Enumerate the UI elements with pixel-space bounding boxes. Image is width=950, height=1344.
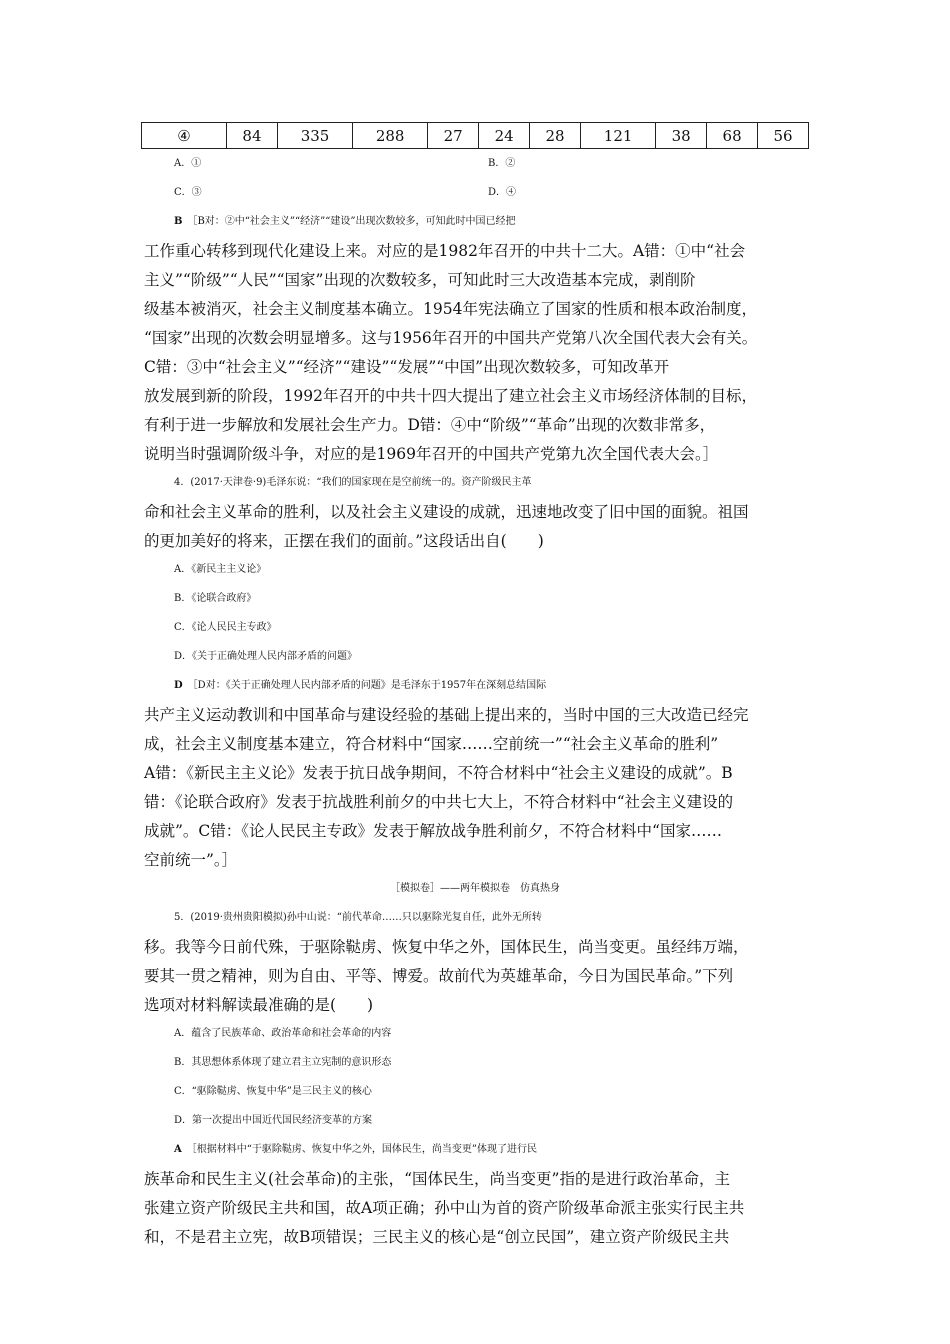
answer-letter: B [174,216,183,227]
question-stem: 5．(2019·贵州贵阳模拟)孙中山说：“前代革命……只以驱除光复自任，此外无所转 [174,912,542,923]
table-cell: 288 [353,123,428,149]
explanation-line: 说明当时强调阶级斗争，对应的是1969年召开的中国共产党第九次全国代表大会。］ [144,445,719,463]
option-a: A．蕴含了民族革命、政治革命和社会革命的内容 [174,1028,392,1039]
explanation-line: 成，社会主义制度基本建立，符合材料中“国家……空前统一”“社会主义革命的胜利” [144,735,719,753]
explanation-line: 放发展到新的阶段，1992年召开的中共十四大提出了建立社会主义市场经济体制的目标， [144,387,757,405]
explanation-line: 主义”“阶级”“人民”“国家”出现的次数较多，可知此时三大改造基本完成，剥削阶 [144,271,696,289]
explanation-line: 错：《论联合政府》发表于抗战胜利前夕的中共七大上，不符合材料中“社会主义建设的 [144,793,734,811]
explanation-line: 工作重心转移到现代化建设上来。对应的是1982年召开的中共十二大。A错：①中“社会 [144,242,746,260]
option-c: C．“驱除鞑虏、恢复中华”是三民主义的核心 [174,1086,372,1097]
option-b: B．② [488,158,516,169]
table-cell: 24 [479,123,530,149]
table-cell: 28 [530,123,581,149]
table-cell: 56 [758,123,809,149]
explanation-line: 空前统一”。］ [144,851,238,869]
option-a: A．① [174,158,202,169]
explanation-line: C错：③中“社会主义”“经济”“建设”“发展”“中国”出现次数较多，可知改革开 [144,358,670,376]
question-stem: 选项对材料解读最准确的是( ) [144,996,374,1014]
option-d: D．《关于正确处理人民内部矛盾的问题》 [174,651,358,662]
section-title: ［模拟卷］——两年模拟卷 仿真热身 [390,883,560,894]
explanation-line: A错：《新民主主义论》发表于抗日战争期间，不符合材料中“社会主义建设的成就”。B [144,764,733,782]
question-stem: 的更加美好的将来，正摆在我们的面前。”这段话出自( ) [144,532,544,550]
explanation-line: 成就”。C错：《论人民民主专政》发表于解放战争胜利前夕，不符合材料中“国家…… [144,822,722,840]
explanation-text: ［B对：②中“社会主义”“经济”“建设”出现次数较多，可知此时中国已经把 [192,216,516,227]
table-cell: 27 [428,123,479,149]
question-stem: 移。我等今日前代殊，于驱除鞑虏、恢复中华之外，国体民生，尚当变更。虽经纬万端， [144,938,749,956]
table-cell: 68 [707,123,758,149]
answer-line [174,212,840,232]
option-b: B．《论联合政府》 [174,593,257,604]
option-d: D．第一次提出中国近代国民经济变革的方案 [174,1115,373,1126]
question-stem: 要其一贯之精神，则为自由、平等、博爱。故前代为英雄革命，今日为国民革命。”下列 [144,967,734,985]
option-a: A．《新民主主义论》 [174,564,267,575]
explanation-line: 张建立资产阶级民主共和国，故A项正确；孙中山为首的资产阶级革命派主张实行民主共 [144,1199,745,1217]
explanation-line: 和，不是君主立宪，故B项错误；三民主义的核心是“创立民国”，建立资产阶级民主共 [144,1228,730,1246]
explanation-line: 族革命和民生主义(社会革命)的主张，“国体民生，尚当变更”指的是进行政治革命，主 [144,1170,730,1188]
answer-letter: D [174,680,183,691]
answer-line [174,676,840,696]
explanation-line: 有利于进一步解放和发展社会生产力。D错：④中“阶级”“革命”出现的次数非常多， [144,416,716,434]
question-stem: 4．(2017·天津卷·9)毛泽东说：“我们的国家现在是空前统一的。资产阶级民主革 [174,477,532,488]
table-cell: ④ [142,123,227,149]
option-c: C．③ [174,187,202,198]
table-cell: 38 [656,123,707,149]
table-cell: 84 [227,123,278,149]
frequency-table [141,122,809,149]
explanation-text: ［D对：《关于正确处理人民内部矛盾的问题》是毛泽东于1957年在深刻总结国际 [192,680,547,691]
option-d: D．④ [488,187,517,198]
table-cell: 335 [277,123,352,149]
answer-line [174,1140,840,1160]
explanation-line: “国家”出现的次数会明显增多。这与1956年召开的中国共产党第八次全国代表大会有关。 [144,329,758,347]
question-stem: 命和社会主义革命的胜利，以及社会主义建设的成就，迅速地改变了旧中国的面貌。祖国 [144,503,749,521]
explanation-line: 共产主义运动教训和中国革命与建设经验的基础上提出来的，当时中国的三大改造已经完 [144,706,749,724]
explanation-text: ［根据材料中“于驱除鞑虏、恢复中华之外，国体民生，尚当变更”体现了进行民 [191,1144,537,1155]
explanation-line: 级基本被消灭，社会主义制度基本确立。1954年宪法确立了国家的性质和根本政治制度， [144,300,757,318]
table-row [142,123,809,149]
answer-letter: A [174,1144,182,1155]
option-b: B．其思想体系体现了建立君主立宪制的意识形态 [174,1057,392,1068]
option-c: C．《论人民民主专政》 [174,622,277,633]
table-cell: 121 [581,123,656,149]
